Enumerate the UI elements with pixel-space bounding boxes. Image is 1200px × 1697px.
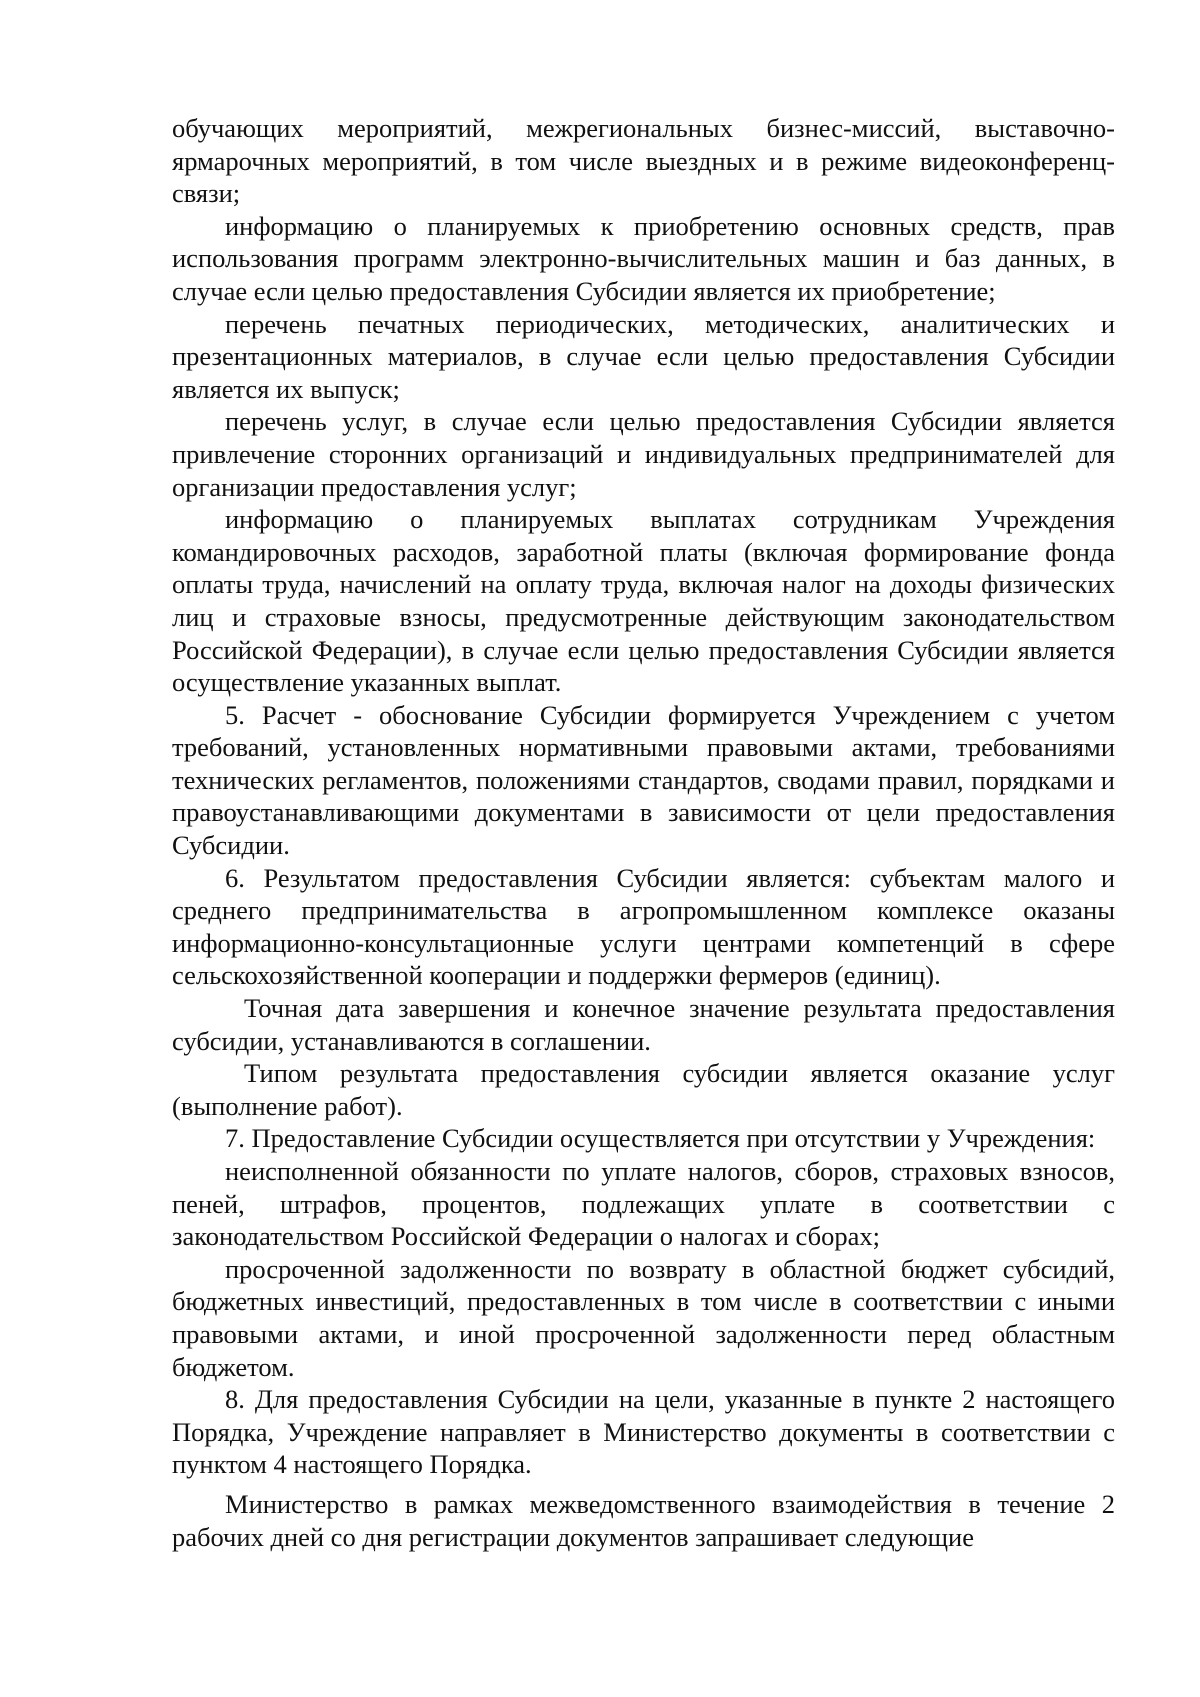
paragraph-result-type: Типом результата предоставления субсидии является оказание услуг (выполнение работ). — [172, 1058, 1115, 1121]
paragraph-unpaid-taxes: неисполненной обязанности по уплате налогов, сборов, страховых взносов, пеней, штрафов, процентов, подлежащих уплате в соответствии с законодательством Российской Федерации о налогах и сборах; — [172, 1156, 1115, 1252]
paragraph-item-7-conditions: 7. Предоставление Субсидии осуществляется при отсутствии у Учреждения: — [225, 1123, 1096, 1154]
paragraph-employee-payments: информацию о планируемых выплатах сотрудникам Учреждения командировочных расходов, заработной платы (включая формирование фонда оплаты труда, начислений на оплату труда, включая налог на доходы физических лиц и страховые взносы, предусмотренные действующим законодательством Российской Федерации), в случае если целью предоставления Субсидии является осуществление указанных выплат. — [172, 504, 1115, 698]
paragraph-events-list-end: обучающих мероприятий, межрегиональных бизнес-миссий, выставочно-ярмарочных мероприятий, в том числе выездных и в режиме видеоконференц-связи; — [172, 113, 1115, 209]
paragraph-interagency-request: Министерство в рамках межведомственного взаимодействия в течение 2 рабочих дней со дня регистрации документов запрашивает следующие — [172, 1488, 1115, 1552]
paragraph-completion-date: Точная дата завершения и конечное значение результата предоставления субсидии, устанавливаются в соглашении. — [172, 993, 1115, 1056]
paragraph-printed-materials: перечень печатных периодических, методических, аналитических и презентационных материалов, в случае если целью предоставления Субсидии является их выпуск; — [172, 308, 1115, 404]
paragraph-item-6-result: 6. Результатом предоставления Субсидии является: субъектам малого и среднего предпринимательства в агропромышленном комплексе оказаны информационно-консультационные услуги центрами компетенций в сфере сельскохозяйственной кооперации и поддержки фермеров (единиц). — [172, 862, 1115, 991]
paragraph-overdue-debt: просроченной задолженности по возврату в областной бюджет субсидий, бюджетных инвестиций, предоставленных в том числе в соответствии с иными правовыми актами, и иной просроченной задолженности перед областным бюджетом. — [172, 1253, 1115, 1382]
paragraph-fixed-assets-info: информацию о планируемых к приобретению основных средств, прав использования программ электронно-вычислительных машин и баз данных, в случае если целью предоставления Субсидии является их приобретение; — [172, 210, 1115, 306]
paragraph-services-list: перечень услуг, в случае если целью предоставления Субсидии является привлечение сторонних организаций и индивидуальных предпринимателей для организации предоставления услуг; — [172, 406, 1115, 502]
document-body — [172, 112, 1115, 1553]
paragraph-item-8-documents: 8. Для предоставления Субсидии на цели, указанные в пункте 2 настоящего Порядка, Учреждение направляет в Министерство документы в соответствии с пунктом 4 настоящего Порядка. — [172, 1384, 1115, 1480]
paragraph-item-5-calculation: 5. Расчет - обоснование Субсидии формируется Учреждением с учетом требований, установленных нормативными правовыми актами, требованиями технических регламентов, положениями стандартов, сводами правил, порядками и правоустанавливающими документами в зависимости от цели предоставления Субсидии. — [172, 699, 1115, 861]
